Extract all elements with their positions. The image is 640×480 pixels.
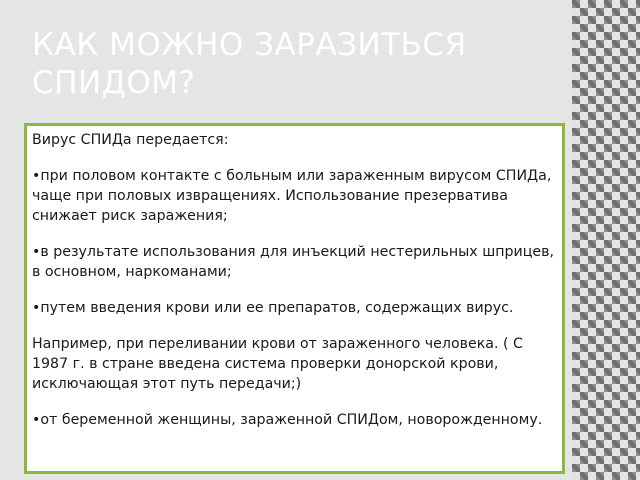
slide-title: КАК МОЖНО ЗАРАЗИТЬСЯ СПИДОМ? bbox=[32, 27, 467, 101]
decorative-pattern-strip bbox=[572, 0, 640, 480]
bullet-syringes: •в результате использования для инъекций нестерильных шприцев, в основном, наркоманами; bbox=[32, 244, 559, 280]
bullet-mother-to-child: •от беременной женщины, зараженной СПИДом, новорожденному. bbox=[32, 412, 543, 428]
content-text-box bbox=[24, 123, 565, 474]
spacer bbox=[32, 394, 562, 410]
spacer bbox=[32, 150, 562, 166]
bullet-blood: •путем введения крови или ее препаратов, содержащих вирус. bbox=[32, 300, 514, 316]
bullet-sexual-contact: •при половом контакте с больным или зараженным вирусом СПИДа, чаще при половых извращениях. Использование презерватива снижает риск заражения; bbox=[32, 168, 556, 224]
paragraph-example: Например, при переливании крови от зараженного человека. ( С 1987 г. в стране введена система проверки донорской крови, исключающая этот путь передачи;) bbox=[32, 336, 528, 392]
spacer bbox=[32, 226, 562, 242]
spacer bbox=[32, 318, 562, 334]
paragraph-intro: Вирус СПИДа передается: bbox=[32, 132, 229, 148]
spacer bbox=[32, 282, 562, 298]
